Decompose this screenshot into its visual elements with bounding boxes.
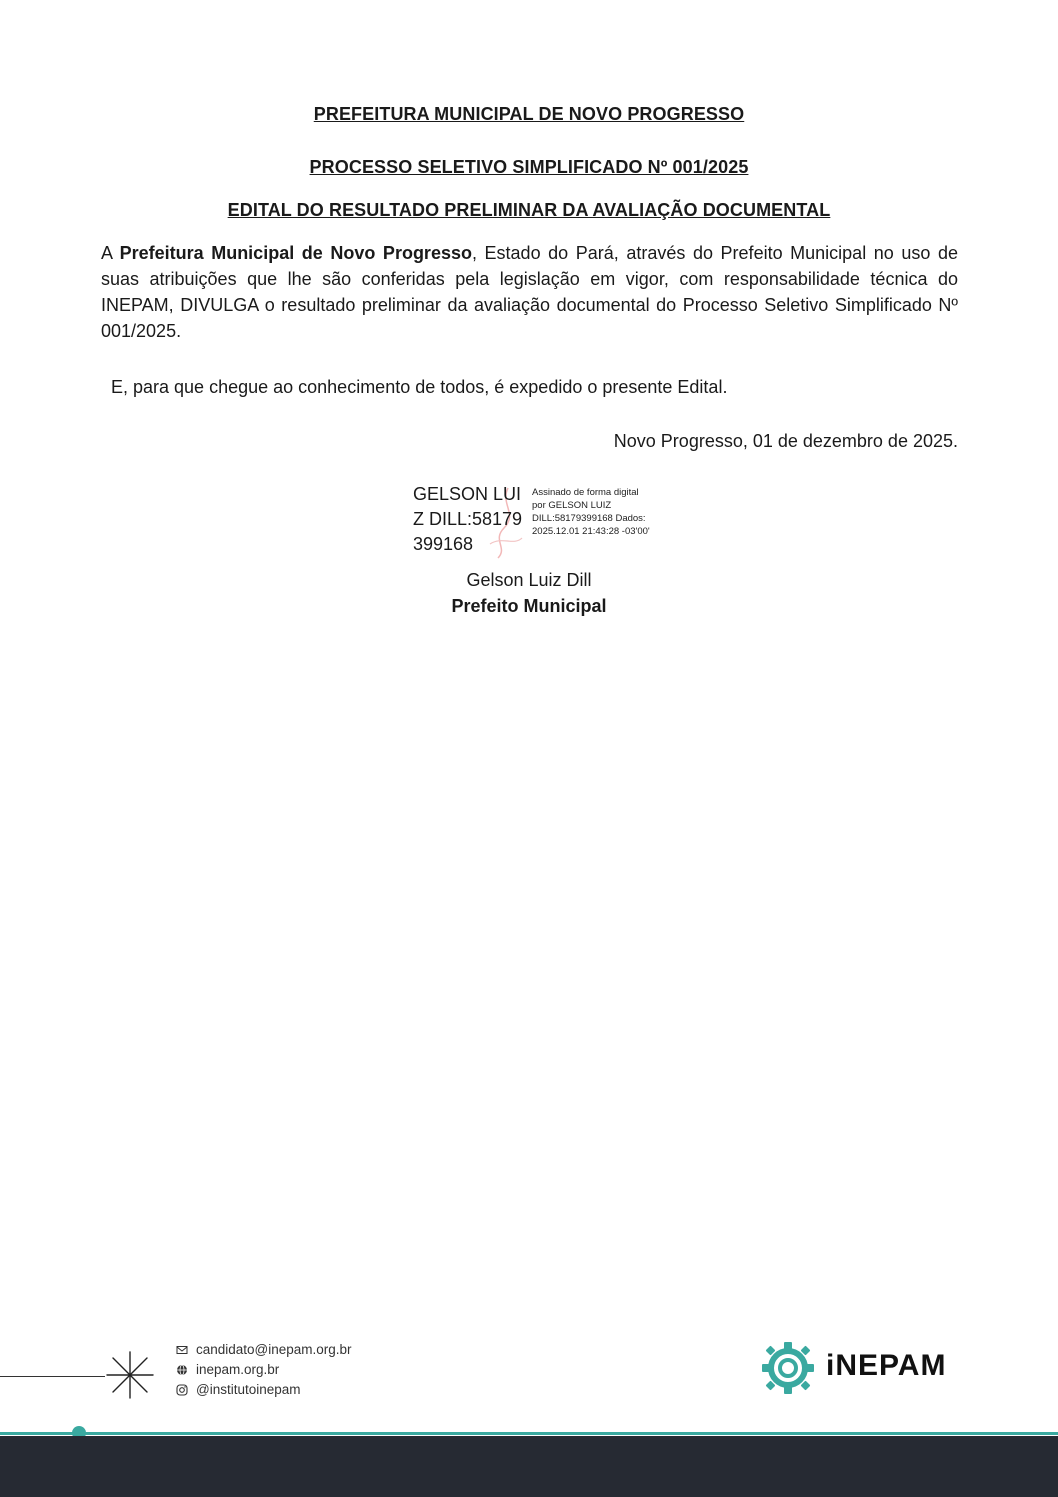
footer-band [0,1436,1058,1497]
contact-instagram-row[interactable] [176,1380,352,1400]
footer-contacts [176,1340,352,1400]
contact-instagram[interactable]: @institutoinepam [196,1382,301,1397]
globe-icon [176,1364,188,1376]
closing-statement: E, para que chegue ao conhecimento de todos, é expedido o presente Edital. [111,377,728,397]
paragraph-entity: Prefeitura Municipal de Novo Progresso [119,243,472,263]
place-date: Novo Progresso, 01 de dezembro de 2025. [613,431,958,451]
edital-title: EDITAL DO RESULTADO PRELIMINAR DA AVALIAÇÃO DOCUMENTAL [227,200,831,220]
signer-name: Gelson Luiz Dill [466,570,592,590]
inepam-logo-text: iNEPAM [826,1349,947,1382]
starburst-icon [105,1350,155,1400]
header-title: PREFEITURA MUNICIPAL DE NOVO PROGRESSO [313,104,745,124]
digital-signature-details: Assinado de forma digital por GELSON LUIZ DILL:58179399168 Dados: 2025.12.01 21:43:28 -03'00' [532,487,650,537]
footer-accent-line [0,1432,1058,1435]
instagram-icon [176,1384,188,1396]
process-title: PROCESSO SELETIVO SIMPLIFICADO Nº 001/2025 [309,157,749,177]
paragraph-start: A [101,243,120,263]
paragraph-rest: , Estado do Pará, através do Prefeito Municipal no uso de suas atribuições que lhe são conferidas pela legislação em vigor, com responsabilidade técnica do INEPAM, DIVULGA o resultado preliminar da avaliação documental do Processo Seletivo Simplificado Nº 001/2025. [101,243,958,341]
mail-icon [176,1344,188,1356]
digital-signature-name: GELSON LUIZ DILL:58179399168 [413,484,523,554]
body-paragraph [101,240,958,344]
contact-website-row[interactable] [176,1360,352,1380]
contact-email-row[interactable] [176,1340,352,1360]
contact-email[interactable]: candidato@inepam.org.br [196,1342,352,1357]
signer-role: Prefeito Municipal [451,596,607,616]
contact-website[interactable]: inepam.org.br [196,1362,280,1377]
footer-divider-line [0,1376,105,1377]
